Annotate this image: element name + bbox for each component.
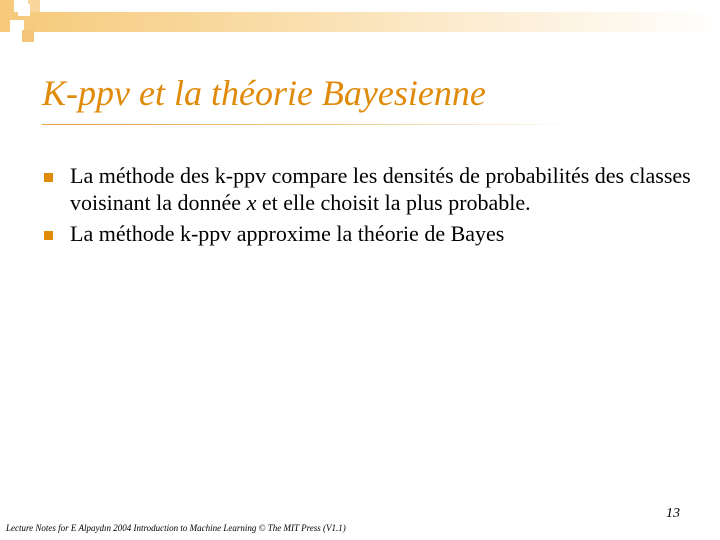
bullet-item [44,162,704,216]
bullet-list [44,162,704,251]
bullet-square-icon [44,173,53,182]
bullet-item [44,220,704,247]
footer-credit: Lecture Notes for E Alpaydın 2004 Introduction to Machine Learning © The MIT Press (V1.1) [6,523,346,533]
bullet-text [70,220,704,247]
bullet-text [70,162,704,216]
top-decorative-band [0,12,720,32]
page-number: 13 [666,506,680,521]
bullet-square-icon [44,231,53,240]
bullet-text-part: et elle choisit la plus probable. [256,190,531,215]
bullet-text-variable: x [246,190,257,215]
decorative-square [18,4,30,16]
bullet-text-part: La méthode k-ppv approxime la théorie de Bayes [70,221,505,246]
decorative-square [22,30,34,42]
title-underline [42,124,582,125]
bullet-text-part: La méthode des k-ppv compare les densités de probabilités des classes voisinant la donnée [70,163,691,215]
decorative-square [0,0,14,14]
slide-title: K-ppv et la théorie Bayesienne [42,73,486,113]
